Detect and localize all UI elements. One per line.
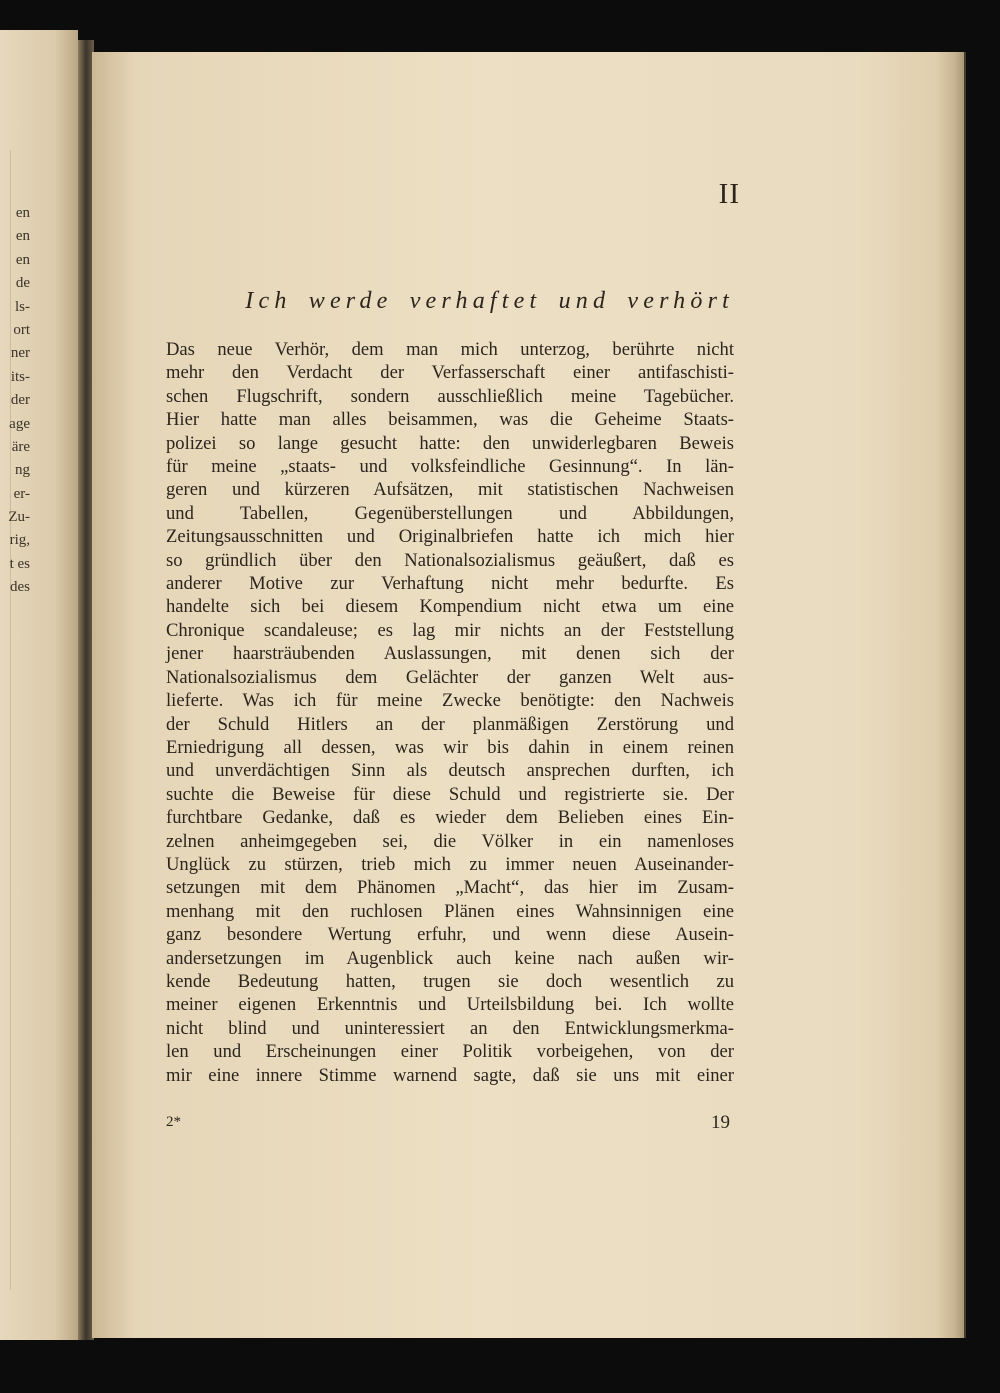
previous-page-sliver [0,30,78,1350]
text-line: so gründlich über den Nationalsozialismus geäußert, daß es [166,549,734,571]
text-line: setzungen mit dem Phänomen „Macht“, das hier im Zusam- [166,877,734,899]
text-line: anderer Motive zur Verhaftung nicht mehr bedurfte. Es [166,573,734,595]
scan-background [0,1340,1000,1393]
text-fragment: de [15,275,30,292]
text-line: Chronique scandaleuse; es lag mir nichts an der Feststellung [166,619,734,641]
text-line: zelnen anheimgegeben sei, die Völker in ein namenloses [166,830,734,852]
body-text [166,338,734,1087]
text-line: suchte die Beweise für diese Schuld und registrierte sie. Der [166,783,734,805]
text-fragment: der [10,392,30,409]
text-fragment: ner [10,345,30,362]
text-fragment: its- [10,368,30,385]
text-line: der Schuld Hitlers an der planmäßigen Zerstörung und [166,713,734,735]
text-fragment: age [9,415,30,432]
text-fragment: ls- [15,298,30,315]
chapter-number: II [718,178,740,210]
text-fragment: en [15,251,30,268]
text-fragment: t es [9,555,30,572]
text-fragment: Zu- [8,509,30,526]
text-fragment: en [15,205,30,221]
text-line: Zeitungsausschnitten und Originalbriefen hatte ich mich hier [166,526,734,548]
text-line: kende Bedeutung hatten, trugen sie doch wesentlich zu [166,970,734,992]
text-fragment: des [10,579,30,596]
text-line: ganz besondere Wertung erfuhr, und wenn diese Ausein- [166,924,734,946]
text-line: Unglück zu stürzen, trieb mich zu immer neuen Auseinander- [166,853,734,875]
text-line: mir eine innere Stimme warnend sagte, daß sie uns mit einer [166,1064,734,1086]
text-line: furchtbare Gedanke, daß es wieder dem Belieben eines Ein- [166,807,734,829]
text-line: Erniedrigung all dessen, was wir bis dahin in einem reinen [166,736,734,758]
text-line: geren und kürzeren Aufsätzen, mit statistischen Nachweisen [166,479,734,501]
printer-signature-mark: 2* [166,1114,181,1130]
text-line: schen Flugschrift, sondern ausschließlich meine Tagebücher. [166,385,734,407]
text-line: nicht blind und uninteressiert an den Entwicklungsmerkma- [166,1017,734,1039]
text-fragment: ort [13,321,30,338]
chapter-title: Ich werde verhaftet und verhört [245,288,734,314]
text-line: und unverdächtigen Sinn als deutsch ansprechen durften, ich [166,760,734,782]
text-line: polizei so lange gesucht hatte: den unwiderlegbaren Beweis [166,432,734,454]
text-line: Nationalsozialismus dem Gelächter der ganzen Welt aus- [166,666,734,688]
text-fragment: ng [15,462,30,479]
text-line: Das neue Verhör, dem man mich unterzog, berührte nicht [166,339,734,360]
text-line: lieferte. Was ich für meine Zwecke benötigte: den Nachweis [166,690,734,712]
text-fragment: rig, [9,532,30,549]
previous-page-text-fragments [0,202,30,600]
text-fragment: en [15,228,30,245]
text-line: mehr den Verdacht der Verfasserschaft einer antifaschisti- [166,362,734,384]
text-fragment: äre [11,438,30,455]
text-line: für meine „staats- und volksfeindliche Gesinnung“. In län- [166,456,734,478]
text-line: len und Erscheinungen einer Politik vorbeigehen, von der [166,1041,734,1063]
page-number: 19 [711,1112,730,1133]
text-fragment: er- [13,485,30,502]
text-line: andersetzungen im Augenblick auch keine nach außen wir- [166,947,734,969]
text-line: Hier hatte man alles beisammen, was die Geheime Staats- [166,409,734,431]
text-line: handelte sich bei diesem Kompendium nicht etwa um eine [166,596,734,618]
text-line: und Tabellen, Gegenüberstellungen und Abbildungen, [166,502,734,524]
text-line: meiner eigenen Erkenntnis und Urteilsbildung bei. Ich wollte [166,994,734,1016]
page-edge-shadow [936,52,966,1338]
text-line: menhang mit den ruchlosen Plänen eines Wahnsinnigen eine [166,900,734,922]
text-line: jener haarsträubenden Auslassungen, mit denen sich der [166,643,734,665]
